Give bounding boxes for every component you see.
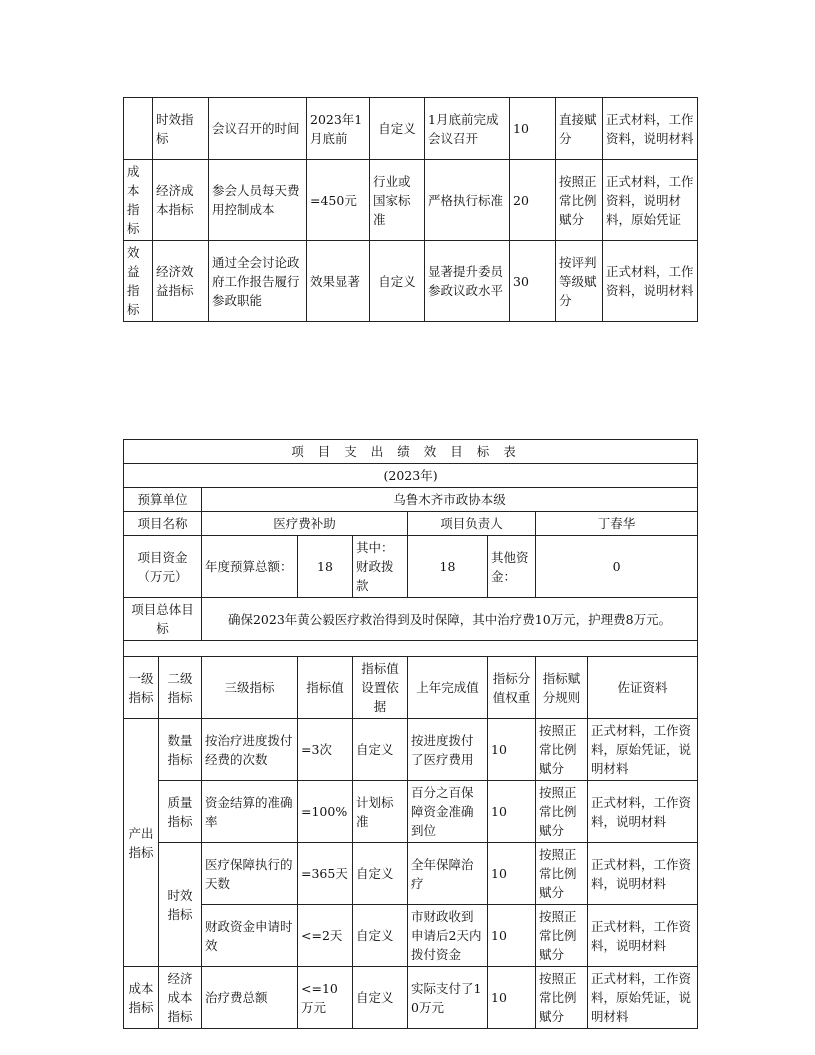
value-basis: 自定义 [370,98,425,160]
annual-budget-label: 年度预算总额： [202,536,298,598]
header-third-level: 三级指标 [202,657,298,719]
second-level-indicator: 经济成本指标 [153,160,209,241]
header-last-year-value: 上年完成值 [408,657,488,719]
third-level-indicator: 通过全会讨论政府工作报告履行参政职能 [209,241,307,322]
table-row [124,843,698,905]
scoring-rule: 按评判等级赋分 [556,241,603,322]
table-row [124,241,698,322]
last-year-value: 实际支付了10万元 [408,967,488,1029]
value-basis: 自定义 [370,241,425,322]
other-value: 0 [536,536,698,598]
scoring-rule: 按照正常比例赋分 [536,781,588,843]
weight: 10 [488,967,536,1029]
project-performance-target-table [123,439,698,1029]
third-level-indicator: 财政资金申请时效 [202,905,298,967]
evidence: 正式材料，工作资料，说明材料 [603,98,698,160]
scoring-rule: 直接赋分 [556,98,603,160]
scoring-rule: 按照正常比例赋分 [536,967,588,1029]
table-row [124,967,698,1029]
indicator-value: =3次 [298,719,353,781]
header-evidence: 佐证资料 [588,657,698,719]
indicator-value: =100% [298,781,353,843]
evidence: 正式材料，工作资料，原始凭证，说明材料 [588,967,698,1029]
evidence: 正式材料，工作资料，说明材料，原始凭证 [603,160,698,241]
project-lead-label: 项目负责人 [408,512,536,536]
weight: 10 [510,98,556,160]
table-row [124,719,698,781]
header-value-basis: 指标值设置依据 [353,657,408,719]
first-level-indicator: 成本指标 [124,160,153,241]
indicator-value: <=10万元 [298,967,353,1029]
evidence: 正式材料，工作资料，说明材料 [603,241,698,322]
budget-unit-row [124,488,698,512]
weight: 10 [488,719,536,781]
budget-unit-label: 预算单位 [124,488,202,512]
last-year-value: 1月底前完成会议召开 [425,98,510,160]
funds-row [124,536,698,598]
other-label: 其他资金： [488,536,536,598]
evidence: 正式材料，工作资料，说明材料 [588,843,698,905]
table-year: (2023年) [124,464,698,488]
header-second-level: 二级指标 [159,657,202,719]
scoring-rule: 按照正常比例赋分 [536,719,588,781]
goal-row [124,598,698,641]
table-title: 项目支出绩效目标表 [124,440,698,464]
table-row [124,781,698,843]
indicator-value: =365天 [298,843,353,905]
value-basis: 自定义 [353,967,408,1029]
funds-label: 项目资金（万元） [124,536,202,598]
economic-cost-indicator: 经济成本指标 [159,967,202,1029]
indicator-value: <=2天 [298,905,353,967]
scoring-rule: 按照正常比例赋分 [536,843,588,905]
goal-label: 项目总体目标 [124,598,202,641]
title-row [124,440,698,464]
weight: 10 [488,843,536,905]
year-row [124,464,698,488]
last-year-value: 百分之百保障资金准确到位 [408,781,488,843]
project-lead-value: 丁春华 [536,512,698,536]
value-basis: 自定义 [353,843,408,905]
scoring-rule: 按照正常比例赋分 [556,160,603,241]
header-weight: 指标分值权重 [488,657,536,719]
weight: 10 [488,781,536,843]
value-basis: 计划标准 [353,781,408,843]
third-level-indicator: 资金结算的准确率 [202,781,298,843]
weight: 10 [488,905,536,967]
header-first-level: 一级指标 [124,657,159,719]
timeliness-indicator: 时效指标 [159,843,202,967]
weight: 30 [510,241,556,322]
budget-unit-value: 乌鲁木齐市政协本级 [202,488,698,512]
value-basis: 自定义 [353,905,408,967]
project-name-label: 项目名称 [124,512,202,536]
evidence: 正式材料，工作资料，说明材料 [588,781,698,843]
scoring-rule: 按照正常比例赋分 [536,905,588,967]
table-row [124,160,698,241]
first-level-indicator [124,98,153,160]
third-level-indicator: 医疗保障执行的天数 [202,843,298,905]
project-name-row [124,512,698,536]
header-row [124,657,698,719]
fiscal-value: 18 [408,536,488,598]
evidence: 正式材料，工作资料，说明材料 [588,905,698,967]
last-year-value: 显著提升委员参政议政水平 [425,241,510,322]
evidence: 正式材料，工作资料，原始凭证，说明材料 [588,719,698,781]
value-basis: 自定义 [353,719,408,781]
value-basis: 行业或国家标准 [370,160,425,241]
quality-indicator: 质量指标 [159,781,202,843]
header-scoring-rule: 指标赋分规则 [536,657,588,719]
output-indicator: 产出指标 [124,719,159,967]
second-level-indicator: 时效指标 [153,98,209,160]
first-level-indicator: 效益指标 [124,241,153,322]
header-indicator-value: 指标值 [298,657,353,719]
second-level-indicator: 经济效益指标 [153,241,209,322]
quantity-indicator: 数量指标 [159,719,202,781]
indicator-value: 2023年1月底前 [307,98,370,160]
last-year-value: 严格执行标准 [425,160,510,241]
project-name-value: 医疗费补助 [202,512,408,536]
blank-row [124,641,698,657]
indicator-value: 效果显著 [307,241,370,322]
last-year-value: 市财政收到申请后2天内拨付资金 [408,905,488,967]
indicator-value: =450元 [307,160,370,241]
goal-value: 确保2023年黄公毅医疗救治得到及时保障，其中治疗费10万元，护理费8万元。 [202,598,698,641]
table-row [124,98,698,160]
table-row [124,905,698,967]
cost-indicator: 成本指标 [124,967,159,1029]
last-year-value: 按进度拨付了医疗费用 [408,719,488,781]
weight: 20 [510,160,556,241]
third-level-indicator: 治疗费总额 [202,967,298,1029]
fiscal-label: 其中：财政拨款 [353,536,408,598]
performance-table-continued [123,97,698,322]
spacer-row [124,641,698,657]
last-year-value: 全年保障治疗 [408,843,488,905]
third-level-indicator: 参会人员每天费用控制成本 [209,160,307,241]
third-level-indicator: 按治疗进度拨付经费的次数 [202,719,298,781]
annual-budget-value: 18 [298,536,353,598]
third-level-indicator: 会议召开的时间 [209,98,307,160]
